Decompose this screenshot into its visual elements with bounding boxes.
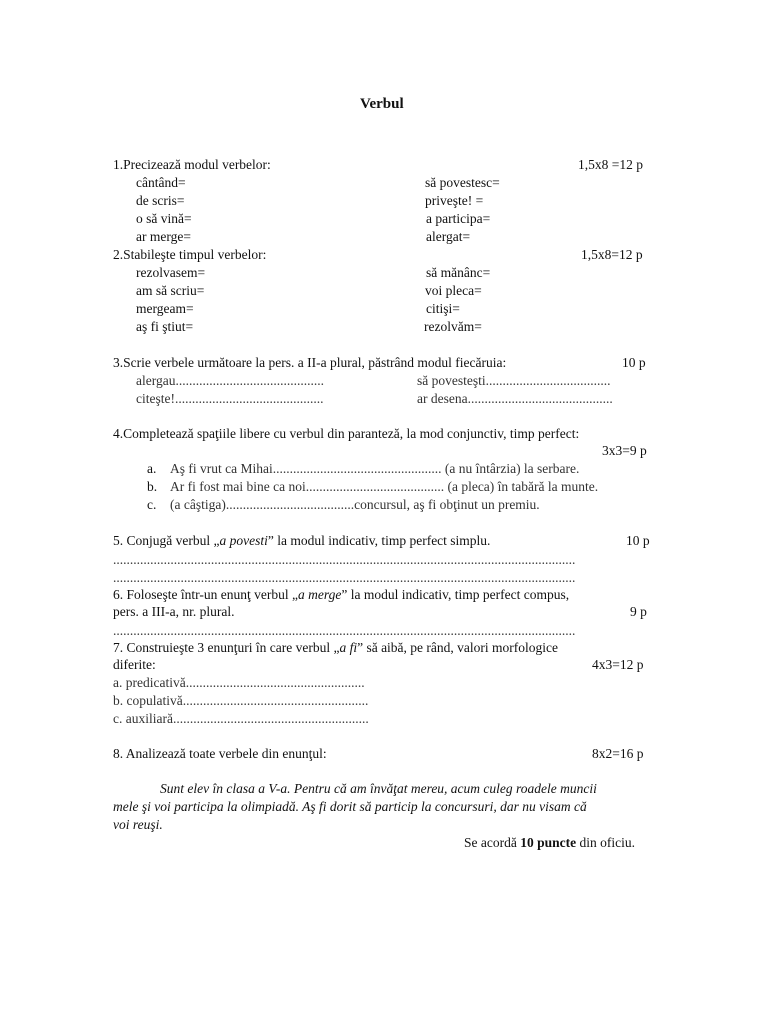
q1-right-item: a participa= [426, 211, 491, 226]
q7-heading-line2: diferite: [113, 657, 156, 672]
q5-heading [113, 532, 490, 550]
q7-item: a. predicativă..................................................... [113, 675, 365, 690]
q7-verb: a fi [339, 640, 358, 655]
q1-left-item: ar merge= [136, 229, 191, 244]
q4-item-text: (a câştiga)......................................concursul, aş fi obţinut un premiu. [170, 497, 540, 512]
answer-line: ......................................................................................................................................... [113, 552, 576, 567]
q1-points: 1,5x8 =12 p [578, 157, 643, 172]
bonus-suffix: din oficiu. [576, 835, 635, 850]
q7-suffix: ” să aibă, pe rând, valori morfologice [357, 640, 558, 655]
bonus-prefix: Se acordă [464, 835, 521, 850]
q5-points: 10 p [626, 533, 650, 548]
q6-points: 9 p [630, 604, 647, 619]
q2-right-item: să mănânc= [426, 265, 491, 280]
q8-heading: 8. Analizează toate verbele din enunţul: [113, 746, 327, 761]
q1-left-item: cântând= [136, 175, 186, 190]
q8-sentence-line: mele şi voi participa la olimpiadă. Aş fi dorit să particip la concursuri, dar nu visam că [113, 799, 587, 814]
q3-heading: 3.Scrie verbele următoare la pers. a II-a plural, păstrând modul fiecăruia: [113, 355, 507, 370]
q2-right-item: rezolvăm= [424, 319, 482, 334]
q7-prefix: 7. Construieşte 3 enunţuri în care verbul „ [113, 640, 340, 655]
q1-left-item: de scris= [136, 193, 185, 208]
q3-right-item: ar desena........................................... [417, 391, 613, 406]
q5-suffix: ” la modul indicativ, timp perfect simplu. [267, 533, 491, 548]
bonus-points: 10 puncte [520, 835, 577, 850]
q3-left-item: alergau............................................ [136, 373, 324, 388]
q2-right-item: citişi= [426, 301, 460, 316]
q1-left-item: o să vină= [136, 211, 192, 226]
q3-left-item: citeşte!............................................ [136, 391, 324, 406]
q1-right-item: să povestesc= [425, 175, 500, 190]
q6-suffix: ” la modul indicativ, timp perfect compus, [341, 587, 570, 602]
q3-points: 10 p [622, 355, 646, 370]
q5-prefix: 5. Conjugă verbul „ [113, 533, 220, 548]
answer-line: ......................................................................................................................................... [113, 623, 576, 638]
q6-prefix: 6. Foloseşte într-un enunţ verbul „ [113, 587, 298, 602]
q4-item-marker: c. [147, 497, 157, 512]
q4-heading: 4.Completează spaţiile libere cu verbul din paranteză, la mod conjunctiv, timp perfect: [113, 426, 580, 441]
q1-right-item: priveşte! = [425, 193, 484, 208]
q8-points: 8x2=16 p [592, 746, 644, 761]
answer-line: ......................................................................................................................................... [113, 570, 576, 585]
q2-right-item: voi pleca= [425, 283, 482, 298]
q7-item: b. copulativă....................................................... [113, 693, 369, 708]
q4-item-marker: a. [147, 461, 157, 476]
q8-sentence-line: voi reuşi. [113, 817, 163, 832]
q2-points: 1,5x8=12 p [581, 247, 643, 262]
q6-heading-line2: pers. a III-a, nr. plural. [113, 604, 235, 619]
q1-heading: 1.Precizează modul verbelor: [113, 157, 271, 172]
q7-heading [113, 639, 558, 657]
q5-verb: a povesti [219, 533, 268, 548]
q8-sentence-line: Sunt elev în clasa a V-a. Pentru că am învăţat mereu, acum culeg roadele muncii [160, 781, 597, 796]
q2-left-item: aş fi ştiut= [136, 319, 194, 334]
q1-right-item: alergat= [426, 229, 471, 244]
q2-heading: 2.Stabileşte timpul verbelor: [113, 247, 267, 262]
q4-item-marker: b. [147, 479, 158, 494]
q7-item: c. auxiliară.......................................................... [113, 711, 369, 726]
q2-left-item: rezolvasem= [136, 265, 206, 280]
q6-verb: a merge [297, 587, 342, 602]
q2-left-item: am să scriu= [136, 283, 205, 298]
page-title: Verbul [360, 96, 404, 112]
q4-points: 3x3=9 p [602, 443, 647, 458]
q3-right-item: să povesteşti..................................... [417, 373, 611, 388]
q4-item-text: Aş fi vrut ca Mihai.................................................. (a nu întârzia) la serbare. [170, 461, 580, 476]
bonus-note [464, 834, 635, 852]
q6-heading [113, 586, 569, 604]
q2-left-item: mergeam= [136, 301, 194, 316]
q4-item-text: Ar fi fost mai bine ca noi......................................... (a pleca) în tabără la munte. [170, 479, 599, 494]
q7-points: 4x3=12 p [592, 657, 644, 672]
